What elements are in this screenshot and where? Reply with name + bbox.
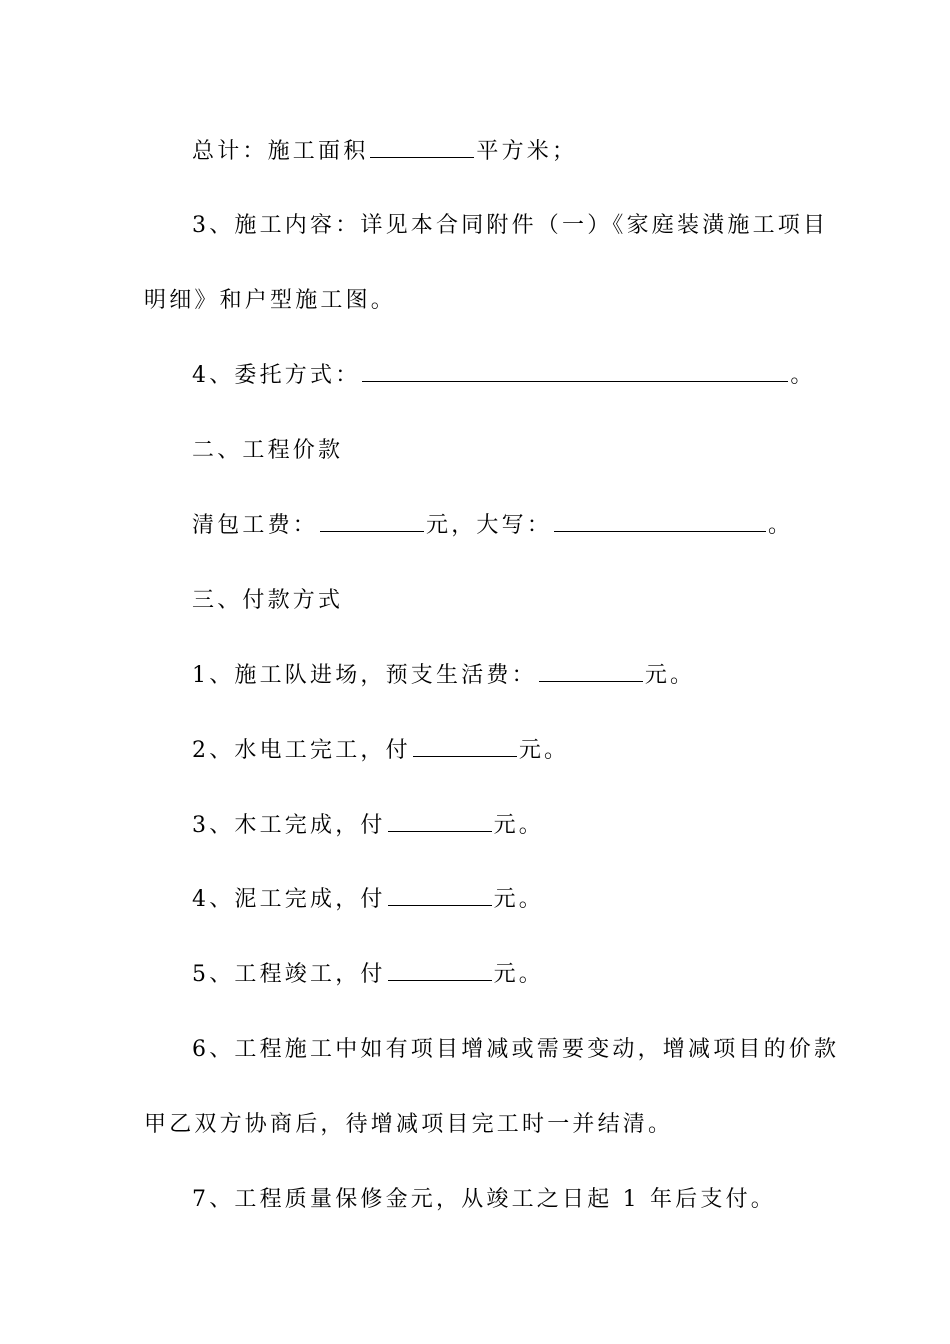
- period-mark: 。: [790, 363, 816, 388]
- payment-item-4-unit: 元。: [493, 887, 545, 912]
- payment-item-6-text-2: 甲乙双方协商后，待增减项目完工时一并结清。: [144, 1112, 674, 1137]
- payment-item-4-label: 4、泥工完成，付: [192, 887, 386, 912]
- payment-item-2-label: 2、水电工完工，付: [192, 738, 411, 763]
- payment-item-5-unit: 元。: [493, 962, 545, 987]
- payment-item-1-label: 1、施工队进场，预支生活费：: [192, 663, 537, 688]
- payment-item-1: [192, 661, 695, 691]
- payment-item-3-unit: 元。: [493, 813, 545, 838]
- payment-item-2-unit: 元。: [518, 738, 570, 763]
- labor-fee-line: [192, 511, 793, 541]
- capital-amount-label: 元，大写：: [426, 513, 553, 538]
- labor-fee-label: 清包工费：: [192, 513, 319, 538]
- period-mark: 。: [768, 513, 794, 538]
- construction-content-text-2: 明细》和户型施工图。: [144, 288, 397, 313]
- labor-fee-blank: [320, 511, 424, 532]
- payment-item-5-blank: [388, 960, 492, 981]
- payment-item-6-text: 6、工程施工中如有项目增减或需要变动，增减项目的价款: [192, 1037, 840, 1062]
- capital-amount-blank: [554, 511, 766, 532]
- payment-item-1-unit: 元。: [644, 663, 696, 688]
- payment-item-2: [192, 736, 569, 766]
- total-area-line: [192, 137, 577, 167]
- construction-content-continued: [144, 286, 396, 316]
- payment-item-3-label: 3、木工完成，付: [192, 813, 386, 838]
- payment-item-4-blank: [388, 885, 492, 906]
- payment-item-7-text: 7、工程质量保修金元，从竣工之日起 1 年后支付。: [192, 1187, 776, 1212]
- payment-item-1-blank: [539, 661, 643, 682]
- payment-item-5: [192, 960, 544, 990]
- entrust-method-blank: [362, 361, 788, 382]
- construction-content-text: 3、施工内容：详见本合同附件（一）《家庭装潢施工项目: [192, 213, 829, 238]
- payment-item-6-continued: [144, 1110, 673, 1140]
- payment-item-5-label: 5、工程竣工，付: [192, 962, 386, 987]
- entrust-method-line: [192, 361, 816, 391]
- construction-content-line: [192, 211, 828, 241]
- section-heading-price: [192, 436, 343, 466]
- total-area-label: 总计：施工面积: [192, 139, 369, 164]
- payment-item-2-blank: [413, 736, 517, 757]
- payment-item-3: [192, 811, 544, 841]
- section-price-title: 二、工程价款: [192, 438, 344, 463]
- payment-item-7: [192, 1185, 776, 1215]
- area-blank: [370, 137, 474, 158]
- section-payment-title: 三、付款方式: [192, 588, 344, 613]
- area-unit: 平方米；: [476, 139, 578, 164]
- payment-item-4: [192, 885, 544, 915]
- section-heading-payment: [192, 586, 343, 616]
- entrust-method-label: 4、委托方式：: [192, 363, 361, 388]
- payment-item-6: [192, 1035, 839, 1065]
- payment-item-3-blank: [388, 811, 492, 832]
